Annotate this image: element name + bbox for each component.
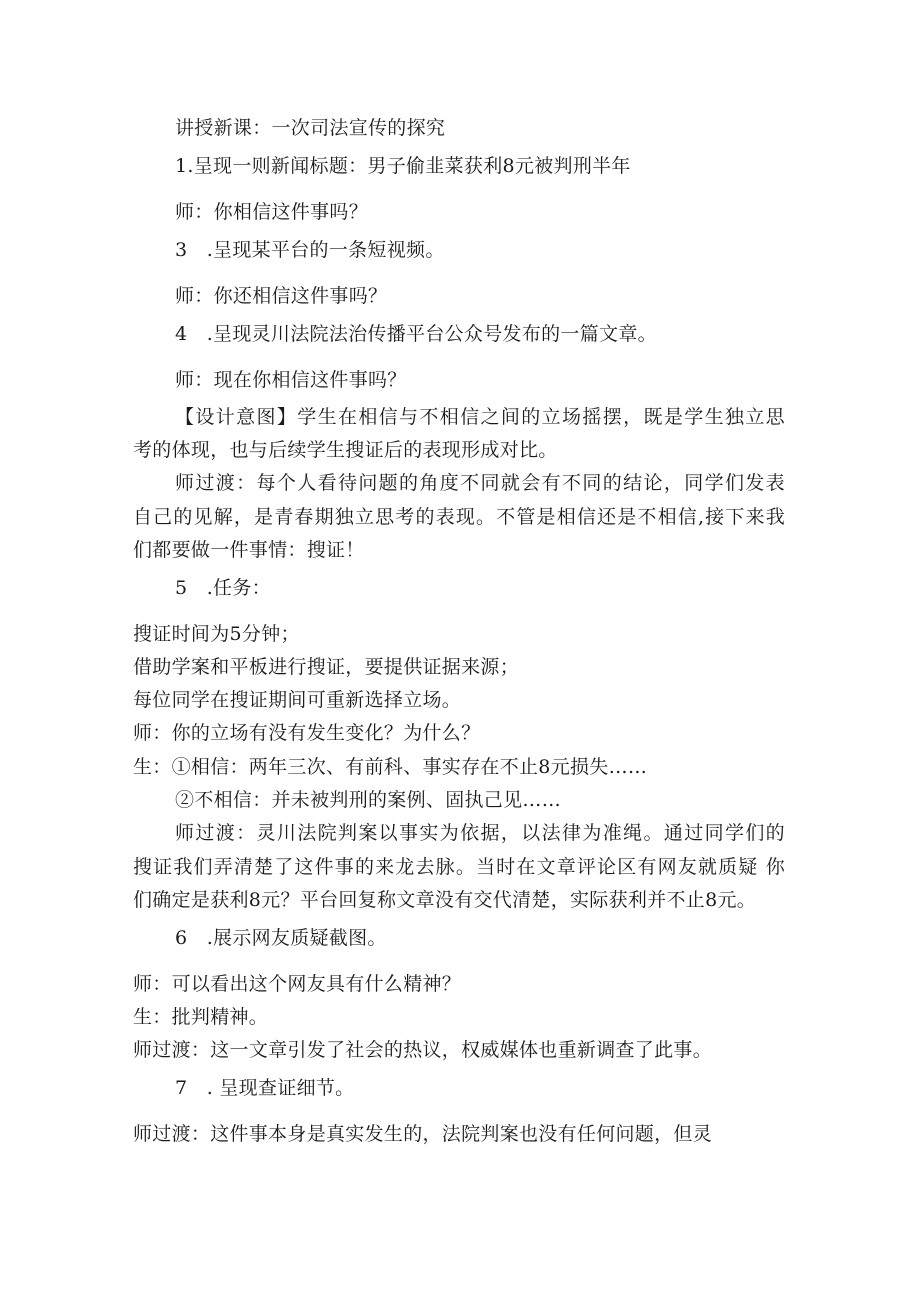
step-4: 4 .呈现灵川法院法治传播平台公众号发布的一篇文章。 (175, 323, 657, 345)
step-6: 6 .展示网友质疑截图。 (175, 927, 387, 949)
step-3: 3 .呈现某平台的一条短视频。 (175, 239, 445, 261)
student-answer-3: 生：批判精神。 (133, 1006, 269, 1028)
teacher-question-1: 师：你相信这件事吗？ (175, 201, 369, 223)
design-intent-line-1: 【设计意图】学生在相信与不相信之间的立场摇摆，既是学生独立思 (175, 406, 785, 428)
task-item-3: 每位同学在搜证期间可重新选择立场。 (133, 689, 462, 711)
transition-2-line-2: 搜证我们弄清楚了这件事的来龙去脉。当时在文章评论区有网友就质疑 你 (133, 856, 785, 878)
transition-1-line-1: 师过渡：每个人看待问题的角度不同就会有不同的结论，同学们发表 (175, 472, 785, 494)
task-item-2: 借助学案和平板进行搜证，要提供证据来源； (133, 656, 520, 678)
transition-1-line-2: 自己的见解，是青春期独立思考的表现。不管是相信还是不相信,接下来我 (133, 506, 785, 528)
student-answer-2: ②不相信：并未被判刑的案例、固执己见…… (175, 789, 562, 811)
teacher-question-3: 师：现在你相信这件事吗？ (175, 369, 407, 391)
step-7: 7 . 呈现查证细节。 (175, 1077, 355, 1099)
transition-2-line-1: 师过渡：灵川法院判案以事实为依据，以法律为准绳。通过同学们的 (175, 822, 785, 844)
teacher-question-4: 师：你的立场有没有发生变化？为什么？ (133, 722, 481, 744)
teacher-question-2: 师：你还相信这件事吗？ (175, 285, 388, 307)
transition-1-line-3: 们都要做一件事情：搜证！ (133, 539, 365, 561)
transition-3: 师过渡：这一文章引发了社会的热议，权威媒体也重新调查了此事。 (133, 1039, 713, 1061)
transition-2-line-3: 们确定是获利8元？平台回复称文章没有交代清楚，实际获利并不止8元。 (133, 889, 757, 911)
step-1: 1.呈现一则新闻标题：男子偷韭菜获利8元被判刑半年 (175, 155, 631, 177)
student-answer-1: 生：①相信：两年三次、有前科、事实存在不止8元损失…… (133, 756, 648, 778)
transition-4: 师过渡：这件事本身是真实发生的，法院判案也没有任何问题，但灵 (133, 1123, 713, 1145)
design-intent-line-2: 考的体现，也与后续学生搜证后的表现形成对比。 (133, 439, 558, 461)
teacher-question-5: 师：可以看出这个网友具有什么精神？ (133, 973, 462, 995)
task-item-1: 搜证时间为5分钟； (133, 623, 300, 645)
section-heading: 讲授新课：一次司法宣传的探究 (175, 117, 446, 139)
step-5: 5 .任务： (175, 577, 271, 599)
